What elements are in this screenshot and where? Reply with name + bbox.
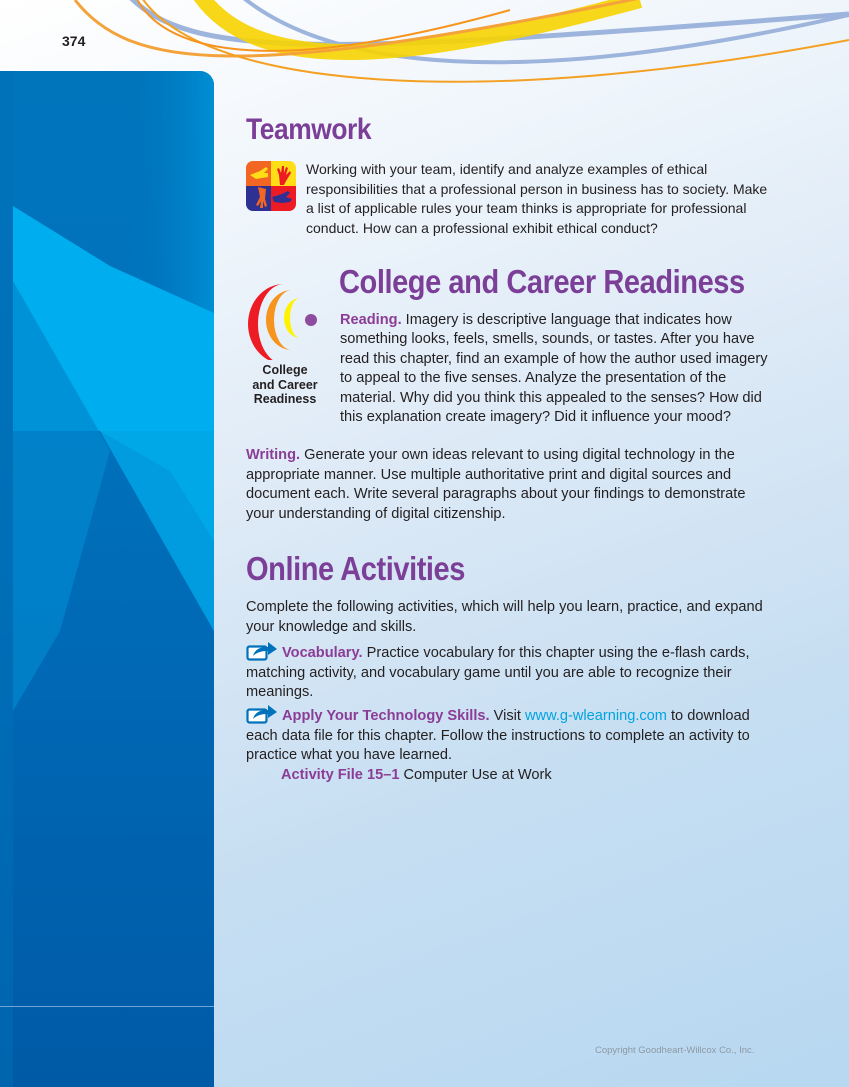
apply-skills-text-before: Visit <box>489 708 526 724</box>
reading-prompt <box>340 311 770 427</box>
teamwork-hands-icon <box>246 161 296 211</box>
ccr-icon-label-line: College <box>262 363 308 377</box>
vocabulary-activity <box>246 641 766 703</box>
activity-file-label: Activity File 15–1 <box>281 767 400 783</box>
external-link-icon[interactable] <box>246 704 278 724</box>
vocabulary-label: Vocabulary. <box>282 645 363 661</box>
sidebar-geometry <box>0 71 214 1087</box>
reading-label: Reading. <box>340 312 402 328</box>
page-number: 374 <box>62 33 86 49</box>
activity-file-line <box>281 766 552 785</box>
ccr-heading: College and Career Readiness <box>339 263 745 300</box>
g-wlearning-link[interactable]: www.g-wlearning.com <box>525 708 667 724</box>
reading-text: Imagery is descriptive language that indicates how something looks, feels, smells, sounds, or tastes. After you have read this chapter, find an example of how the author used imagery to appeal to the five senses. Analyze the presentation of the material. Why did you think this appealed to the senses? How did this explanation create imagery? Did it influence your mood? <box>340 312 768 426</box>
writing-prompt <box>246 446 766 524</box>
copyright-notice: Copyright Goodheart-Willcox Co., Inc. <box>595 1045 755 1056</box>
apply-skills-activity <box>246 704 766 766</box>
writing-text: Generate your own ideas relevant to using digital technology in the appropriate manner. Use multiple authoritative print and digital sources and document each. Write several paragraphs about your findings to demonstrate your understanding of digital citizenship. <box>246 447 746 522</box>
vocabulary-text: Practice vocabulary for this chapter using the e-flash cards, matching activity, and vocabulary game until you are able to recognize their meanings. <box>246 645 750 700</box>
writing-label: Writing. <box>246 447 301 463</box>
online-activities-intro: Complete the following activities, which will help you learn, practice, and expand your knowledge and skills. <box>246 599 763 635</box>
online-activities-heading: Online Activities <box>246 550 465 587</box>
external-link-icon[interactable] <box>246 641 278 661</box>
sidebar-divider <box>0 1006 214 1007</box>
activity-file-title: Computer Use at Work <box>399 767 552 783</box>
teamwork-prompt: Working with your team, identify and analyze examples of ethical responsibilities that a professional person in business has to society. Make a list of applicable rules your team thinks is appropriate for professional conduct. How can a professional exhibit ethical conduct? <box>306 161 768 236</box>
ccr-icon-label-line: and Career <box>252 377 318 392</box>
apply-skills-text-after: to download each data file for this chapter. Follow the instructions to complete an activity to practice what you have learned. <box>246 708 750 763</box>
ccr-icon-label <box>244 363 326 407</box>
ccr-icon-label-line: Readiness <box>253 392 317 406</box>
decorative-sidebar <box>0 71 214 1087</box>
apply-skills-label: Apply Your Technology Skills. <box>282 708 490 724</box>
teamwork-heading: Teamwork <box>246 113 372 146</box>
